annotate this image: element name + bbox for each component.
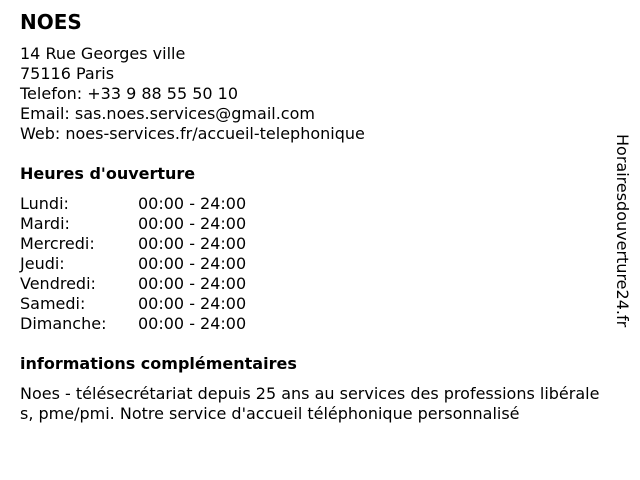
additional-info-text: Noes - télésecrétariat depuis 25 ans au services des professions libérales, pme/pmi. Notre service d'accueil téléphonique personnalisé [20,384,600,423]
day-label: Dimanche: [20,314,107,333]
day-label: Jeudi: [20,254,65,273]
day-label: Samedi: [20,294,86,313]
time-range: 00:00 - 24:00 [138,294,247,313]
time-range: 00:00 - 24:00 [138,194,247,213]
day-label: Lundi: [20,194,69,213]
time-range: 00:00 - 24:00 [138,274,247,293]
time-range: 00:00 - 24:00 [138,314,247,333]
web-line: Web: noes-services.fr/accueil-telephonique [20,124,365,143]
opening-hours-heading: Heures d'ouverture [20,164,196,183]
additional-info-heading: informations complémentaires [20,354,297,373]
phone-line: Telefon: +33 9 88 55 50 10 [20,84,239,103]
day-label: Mercredi: [20,234,95,253]
address-street: 14 Rue Georges ville [20,44,186,63]
watermark-text: Horairesdouverture24.fr [613,134,632,328]
address-city: 75116 Paris [20,64,115,83]
time-range: 00:00 - 24:00 [138,254,247,273]
business-name: NOES [20,10,82,34]
email-line: Email: sas.noes.services@gmail.com [20,104,315,123]
time-range: 00:00 - 24:00 [138,234,247,253]
day-label: Vendredi: [20,274,96,293]
time-range: 00:00 - 24:00 [138,214,247,233]
day-label: Mardi: [20,214,70,233]
contact-block [20,44,365,144]
